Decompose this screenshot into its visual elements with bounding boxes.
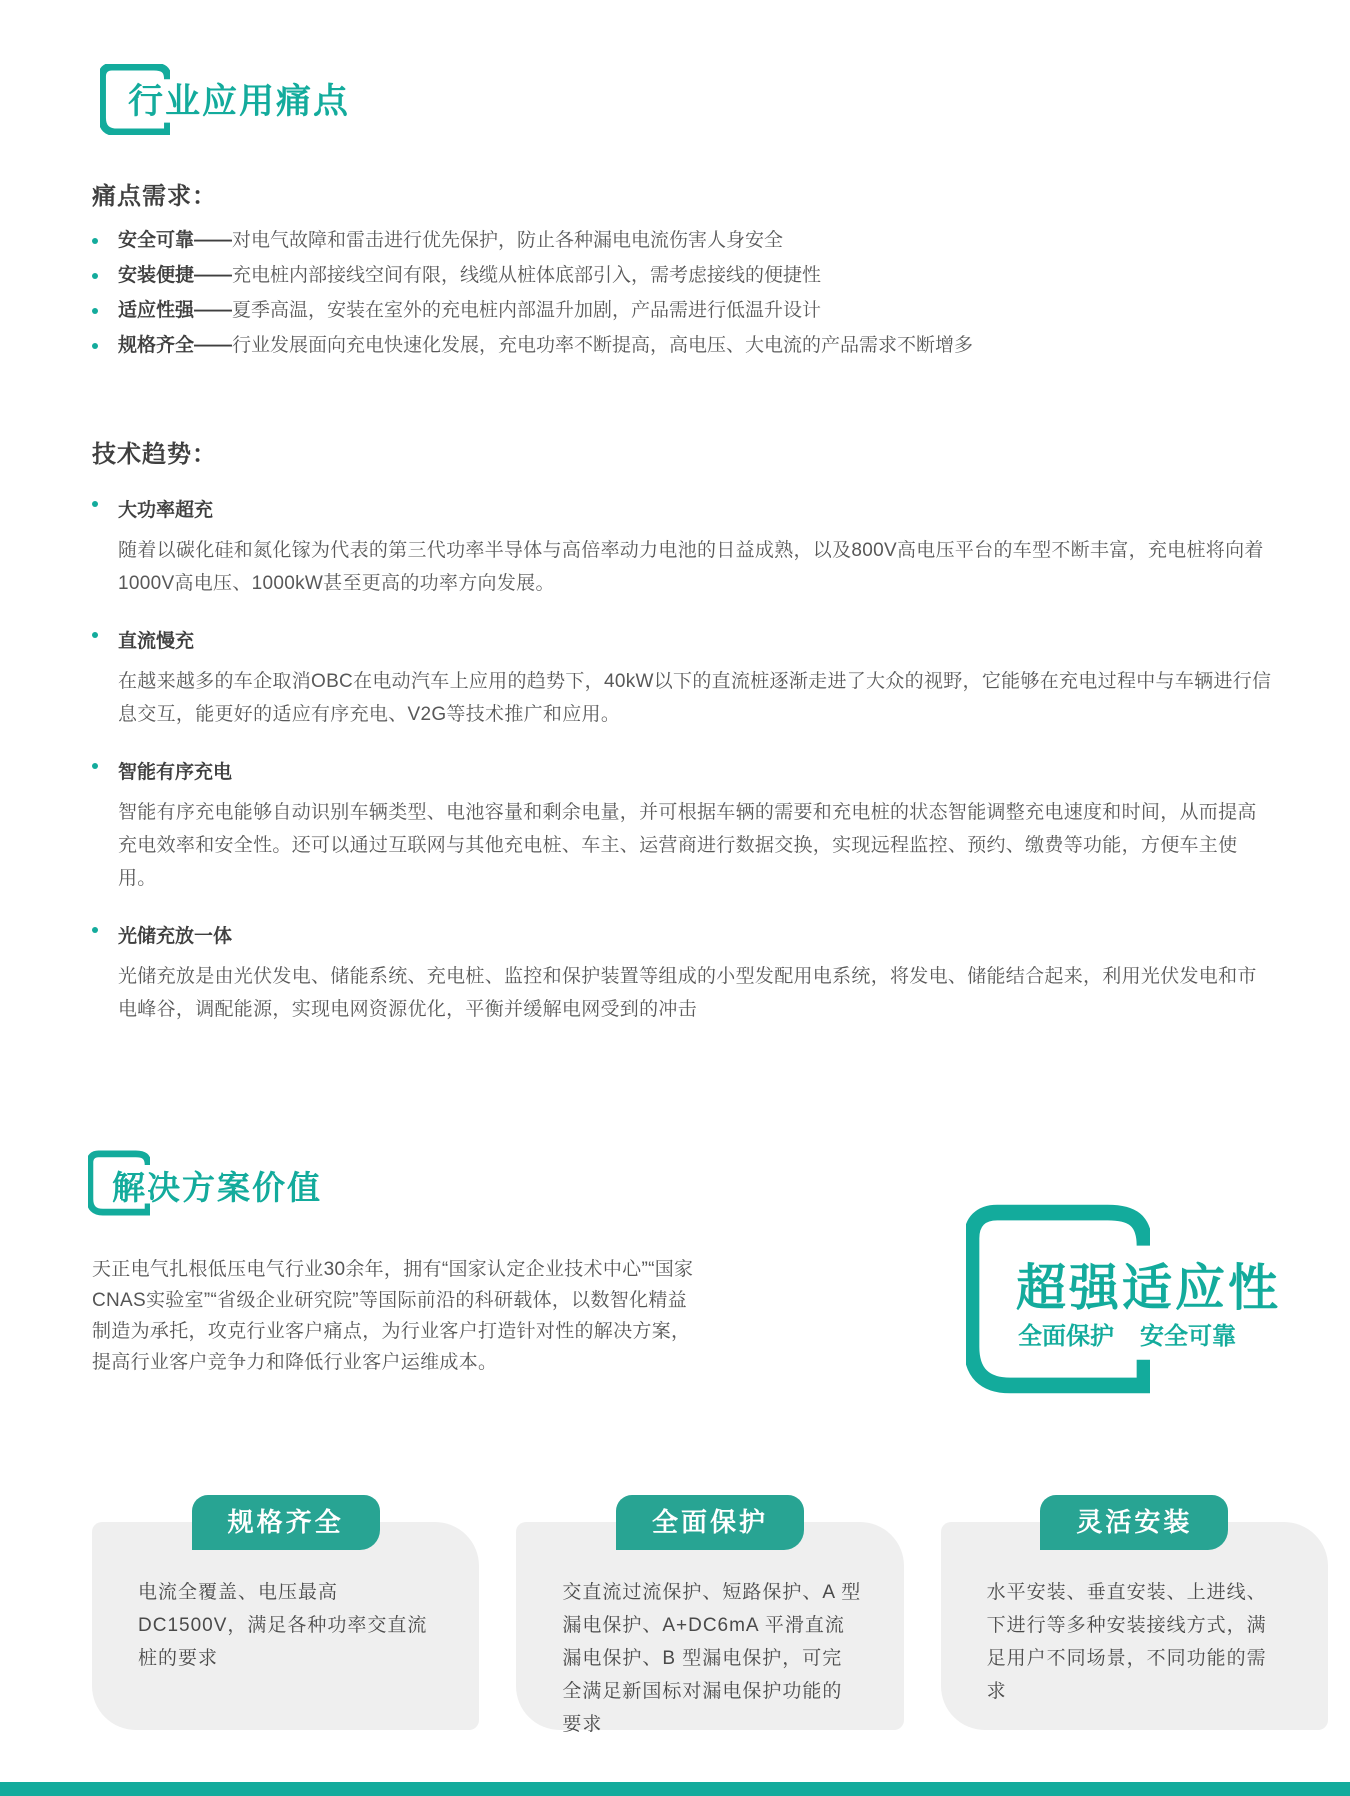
pain-point-desc: 夏季高温，安装在室外的充电桩内部温升加剧，产品需进行低温升设计 (232, 300, 822, 321)
pain-point-term: 安全可靠 (118, 230, 195, 251)
pain-point-item (92, 336, 1272, 356)
tech-trends-heading: 技术趋势： (92, 441, 217, 468)
dash: —— (194, 300, 233, 321)
dash: —— (194, 230, 233, 251)
section-title-solution-value: 解决方案价值 (112, 1169, 322, 1206)
pain-points-list (92, 231, 1272, 356)
trend-item (92, 921, 1272, 1026)
pain-point-item (92, 231, 1272, 251)
bullet-dot-icon (92, 927, 98, 933)
badge-title: 超强适应性 (1016, 1260, 1281, 1316)
adaptability-badge (966, 1204, 1306, 1404)
bullet-dot-icon (92, 632, 98, 638)
feature-cards-row (92, 1495, 1328, 1735)
trend-desc: 智能有序充电能够自动识别车辆类型、电池容量和剩余电量，并可根据车辆的需要和充电桩的状态智能调整充电速度和时间，从而提高充电效率和安全性。还可以通过互联网与其他充电桩、车主、运营商进行数据交换，实现远程监控、预约、缴费等功能，方便车主使用。 (118, 802, 1257, 889)
pain-point-desc: 充电桩内部接线空间有限，线缆从桩体底部引入，需考虑接线的便捷性 (232, 265, 822, 286)
pain-point-desc: 对电气故障和雷击进行优先保护，防止各种漏电电流伤害人身安全 (232, 230, 784, 251)
pain-point-term: 适应性强 (118, 300, 195, 321)
trend-title: 大功率超充 (92, 495, 1272, 522)
badge-subtitle (1018, 1316, 1236, 1351)
pain-point-term: 规格齐全 (118, 335, 195, 356)
feature-card-protection (516, 1495, 903, 1735)
pain-points-block (92, 176, 1272, 371)
bullet-dot-icon (92, 273, 98, 279)
trend-desc: 在越来越多的车企取消OBC在电动汽车上应用的趋势下，40kW以下的直流桩逐渐走进了大众的视野，它能够在充电过程中与车辆进行信息交互，能更好的适应有序充电、V2G等技术推广和应用。 (118, 671, 1272, 725)
pain-points-heading: 痛点需求： (92, 183, 217, 210)
card-label: 规格齐全 (192, 1495, 380, 1550)
trend-title: 直流慢充 (92, 626, 1272, 653)
pain-point-term: 安装便捷 (118, 265, 195, 286)
pain-point-desc: 行业发展面向充电快速化发展，充电功率不断提高，高电压、大电流的产品需求不断增多 (232, 335, 974, 356)
pain-point-item (92, 301, 1272, 321)
section-header-solution-value (88, 1146, 608, 1224)
card-text: 电流全覆盖、电压最高 DC1500V，满足各种功率交直流桩的要求 (92, 1522, 479, 1730)
footer-accent-bar (0, 1782, 1350, 1796)
trend-desc: 光储充放是由光伏发电、储能系统、充电桩、监控和保护装置等组成的小型发配用电系统，将发电、储能结合起来，利用光伏发电和市电峰谷，调配能源，实现电网资源优化，平衡并缓解电网受到的冲击 (118, 966, 1257, 1020)
badge-subtitle-left: 全面保护 (1018, 1323, 1114, 1350)
pain-point-item (92, 266, 1272, 286)
section-title-pain-points: 行业应用痛点 (128, 82, 351, 121)
card-label: 灵活安装 (1040, 1495, 1228, 1550)
badge-subtitle-right: 安全可靠 (1140, 1323, 1236, 1350)
tech-trends-block (92, 434, 1272, 1026)
bullet-dot-icon (92, 308, 98, 314)
bullet-dot-icon (92, 238, 98, 244)
trend-item (92, 495, 1272, 600)
trend-item (92, 626, 1272, 731)
bullet-dot-icon (92, 763, 98, 769)
section-header-pain-points (100, 64, 620, 140)
trend-title: 智能有序充电 (92, 757, 1272, 784)
bullet-dot-icon (92, 343, 98, 349)
dash: —— (194, 265, 233, 286)
card-label: 全面保护 (616, 1495, 804, 1550)
trend-desc: 随着以碳化硅和氮化镓为代表的第三代功率半导体与高倍率动力电池的日益成熟，以及800V高电压平台的车型不断丰富，充电桩将向着1000V高电压、1000kW甚至更高的功率方向发展。 (118, 540, 1264, 594)
feature-card-installation (941, 1495, 1328, 1730)
trend-item (92, 757, 1272, 895)
feature-card-specs (92, 1495, 479, 1730)
solution-value-paragraph: 天正电气扎根低压电气行业30余年，拥有“国家认定企业技术中心”“国家CNAS实验室”“省级企业研究院”等国际前沿的科研载体，以数智化精益制造为承托，攻克行业客户痛点，为行业客户打造针对性的解决方案，提高行业客户竞争力和降低行业客户运维成本。 (92, 1259, 694, 1373)
dash: —— (194, 335, 233, 356)
trend-title: 光储充放一体 (92, 921, 1272, 948)
card-text: 水平安装、垂直安装、上进线、下进行等多种安装接线方式，满足用户不同场景，不同功能的需求 (941, 1522, 1328, 1730)
bullet-dot-icon (92, 501, 98, 507)
card-text: 交直流过流保护、短路保护、A 型漏电保护、A+DC6mA 平滑直流漏电保护、B 型漏电保护，可完全满足新国标对漏电保护功能的要求 (516, 1522, 903, 1730)
